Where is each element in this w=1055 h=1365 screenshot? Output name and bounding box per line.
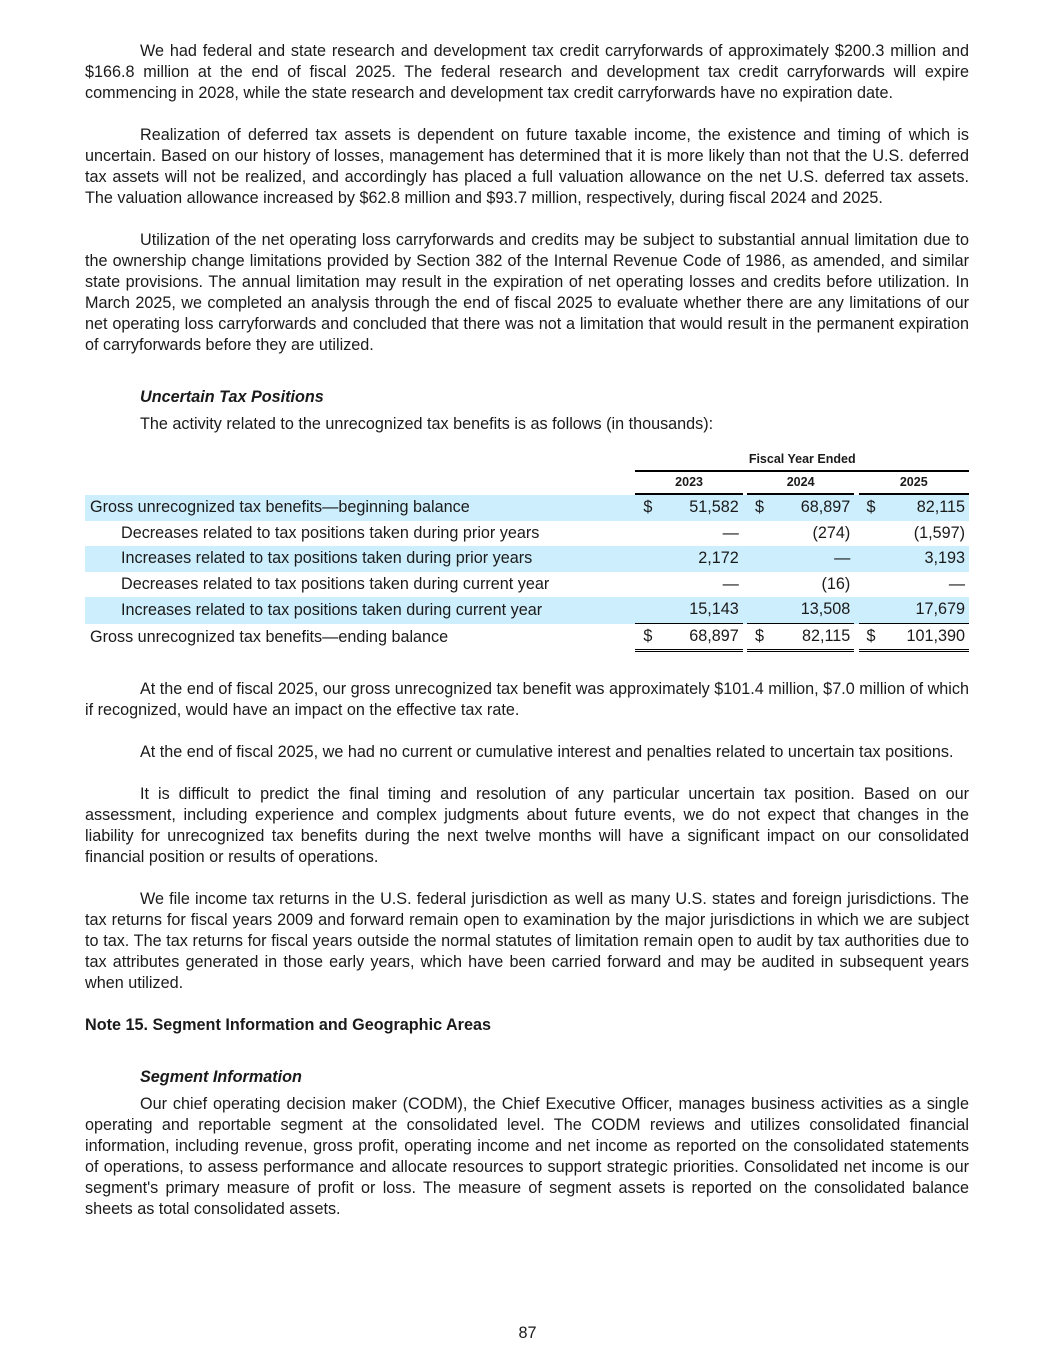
- uncertain-tax-intro: The activity related to the unrecognized tax benefits is as follows (in thousands):: [140, 415, 714, 433]
- paragraph-nol-limitation: Utilization of the net operating loss carryforwards and credits may be subject to substantial annual limitation due to the ownership change limitations provided by Section 382 of the Internal Revenue Code of 1986, as amended, and similar state provisions. The annual limitation may result in the expiration of net operating losses and credits before utilization. In March 2025, we completed an analysis through the end of fiscal 2025 to evaluate whether there are any limitations of our net operating loss carryforwards and concluded that there was not a limitation that would result in the permanent expiration of carryforwards before they are utilized.: [85, 231, 969, 354]
- paragraph-deferred-tax: Realization of deferred tax assets is dependent on future taxable income, the existence and timing of which is uncertain. Based on our history of losses, management has determined that it is more likely than not that the U.S. deferred tax assets will not be realized, and accordingly has placed a full valuation allowance on the net U.S. deferred tax assets. The valuation allowance increased by $62.8 million and $93.7 million, respectively, during fiscal 2024 and 2025.: [85, 126, 969, 207]
- table-row: Increases related to tax positions taken during current year 15,143 13,508 17,679: [85, 597, 969, 624]
- paragraph-rd-credits: We had federal and state research and development tax credit carryforwards of approximately $200.3 million and $166.8 million at the end of fiscal 2025. The federal research and development tax credit carryforwards will expire commencing in 2028, while the state research and development tax credit carryforwards have no expiration date.: [85, 42, 969, 102]
- table-row: Increases related to tax positions taken during prior years 2,172 — 3,193: [85, 546, 969, 572]
- year-header: 2025: [859, 472, 969, 495]
- table-row: Decreases related to tax positions taken during prior years — (274) (1,597): [121, 523, 965, 542]
- segment-heading: Segment Information: [140, 1068, 302, 1086]
- paragraph-interest-penalties: At the end of fiscal 2025, we had no current or cumulative interest and penalties related to uncertain tax positions.: [140, 743, 954, 761]
- fiscal-year-header: Fiscal Year Ended: [635, 449, 969, 472]
- table-row: Decreases related to tax positions taken during current year — (16) —: [121, 574, 965, 593]
- paragraph-segment: Our chief operating decision maker (CODM), the Chief Executive Officer, manages business activities as a single operating and reportable segment at the consolidated level. The CODM reviews and utilizes consolidated financial information, including revenue, gross profit, operating income and net income as reported on the consolidated statements of operations, to assess performance and allocate resources to support strategic priorities. Consolidated net income is our segment's primary measure of profit or loss. The measure of segment assets is reported on the consolidated balance sheets as total consolidated assets.: [85, 1095, 969, 1218]
- uncertain-tax-heading: Uncertain Tax Positions: [140, 388, 324, 406]
- table-row: Gross unrecognized tax benefits—beginning balance $ 51,582 $ 68,897 $ 82,115: [85, 495, 969, 521]
- table-row-total: Gross unrecognized tax benefits—ending balance $ 68,897 $ 82,115 $ 101,390: [85, 624, 969, 653]
- year-header: 2024: [747, 472, 854, 495]
- paragraph-jurisdictions: We file income tax returns in the U.S. federal jurisdiction as well as many U.S. states and foreign jurisdictions. The tax returns for fiscal years 2009 and forward remain open to examination by the major jurisdictions in which we are subject to tax. The tax returns for fiscal years outside the normal statutes of limitation remain open to audit by tax authorities due to tax attributes generated in those early years, which have been carried forward and may be audited in subsequent years when utilized.: [85, 890, 969, 992]
- year-header: 2023: [635, 472, 742, 495]
- page-number: 87: [518, 1324, 537, 1342]
- note-15-heading: Note 15. Segment Information and Geographic Areas: [85, 1016, 491, 1034]
- unrecognized-tax-benefits-table: [85, 449, 969, 652]
- document-page: [85, 41, 969, 1241]
- paragraph-unrecognized-benefit: At the end of fiscal 2025, our gross unrecognized tax benefit was approximately $101.4 million, $7.0 million of which if recognized, would have an impact on the effective tax rate.: [85, 680, 969, 719]
- paragraph-timing: It is difficult to predict the final timing and resolution of any particular uncertain tax position. Based on our assessment, including experience and complex judgments about future events, we do not expect that changes in the liability for unrecognized tax benefits during the next twelve months will have a significant impact on our consolidated financial position or results of operations.: [85, 785, 969, 866]
